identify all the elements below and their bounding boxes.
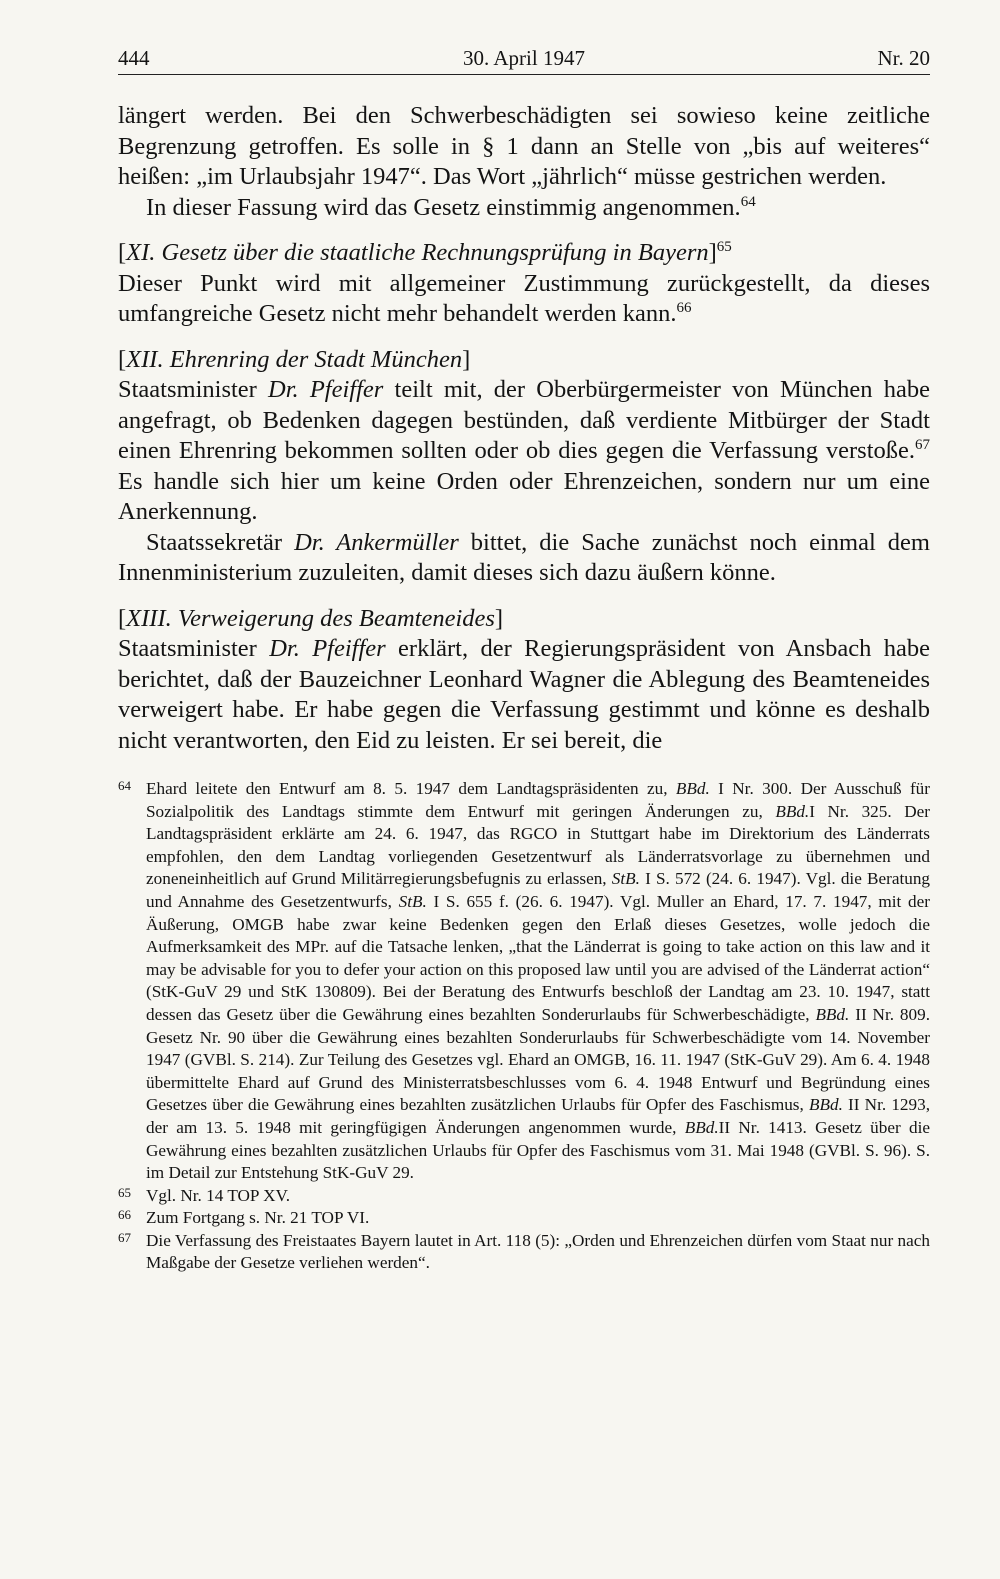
footnote-text: I S. 655 f. (26. 6. 1947). Vgl. Muller an Ehard, 17. 7. 1947, mit der Äußerung, OMGB habe zwar keine Bedenken gegen den Erlaß dieses Gesetzes, wolle jedoch die Aufmerksamkeit des MPr. auf die Tatsache lenken, „that the Länderrat is going to take action on this law and it may be advisable for you to defer your action on this proposed law until you are advised of the Länderrat action“ (StK-GuV 29 und StK 130809). Bei der Beratung des Entwurfs beschloß der Landtag am 23. 10. 1947, statt dessen das Gesetz über die Gewährung eines bezahlten Sonderurlaubs für Schwerbeschädigte, — [146, 891, 930, 1024]
paragraph-text: teilt mit, der Oberbürgermeister von München habe angefragt, ob Bedenken dagegen bestünden, daß verdiente Mitbürger der Stadt einen Ehrenring bekommen sollten oder ob dies gegen die Verfassung verstoße. — [118, 376, 930, 464]
paragraph-text: erklärt, der Regierungspräsident von Ansbach habe berichtet, daß der Bauzeichner Leonhard Wagner die Ablegung des Beamteneides verweigert habe. Er habe gegen die Verfassung gestimmt und könne es deshalb nicht verantworten, den Eid zu leisten. Er sei bereit, die — [118, 635, 930, 754]
citation-abbrev: BBd. — [808, 1095, 843, 1115]
citation-abbrev: BBd. — [815, 1004, 850, 1024]
paragraph-text: Staatsminister — [118, 635, 270, 662]
paragraph-text: bittet, die Sache zunächst noch einmal dem Innenministerium zuzuleiten, damit dieses sich dazu äußern könne. — [118, 528, 930, 586]
footnote-text: Zum Fortgang s. Nr. 21 TOP VI. — [146, 1208, 370, 1228]
section-heading-xi — [118, 238, 930, 269]
footnote-text: II Nr. 809. Gesetz Nr. 90 über die Gewährung eines bezahlten Sonderurlaubs für Schwerbeschädigte vom 14. November 1947 (GVBl. S. 214). Zur Teilung des Gesetzes vgl. Ehard an OMGB, 16. 11. 1947 (StK-GuV 29). Am 6. 4. 1948 übermittelte Ehard auf Grund des Ministerratsbeschlusses vom 6. 4. 1948 Entwurf und Begründung eines Gesetzes über die Gewährung eines bezahlten zusätzlichen Urlaubs für Opfer des Faschismus, — [146, 1004, 930, 1115]
citation-abbrev: StB. — [398, 891, 427, 911]
footnote-text: Vgl. Nr. 14 TOP XV. — [146, 1185, 291, 1205]
footnote-text: II Nr. 1413. Gesetz über die Gewährung eines bezahlten zusätzlichen Urlaubs für Opfer des Faschismus vom 31. Mai 1948 (GVBl. S. 96). S. im Detail zur Entstehung StK-GuV 29. — [146, 1117, 931, 1183]
footnote-ref: 64 — [740, 193, 756, 210]
document-page — [118, 44, 930, 1275]
page-number: 444 — [118, 46, 150, 70]
header-date: 30. April 1947 — [463, 46, 585, 70]
footnote-ref: 67 — [915, 437, 930, 453]
bracket: [ — [118, 239, 127, 266]
footnote-65 — [118, 1185, 930, 1208]
footnote-text: II Nr. 1293, der am 13. 5. 1948 mit geringfügigen Änderungen angenommen wurde, — [146, 1095, 931, 1137]
speaker-name: Dr. Ankermüller — [294, 528, 459, 556]
footnote-text: Die Verfassung des Freistaates Bayern lautet in Art. 118 (5): „Orden und Ehrenzeichen dürfen vom Staat nur nach Maßgabe der Gesetze verliehen werden“. — [146, 1230, 930, 1273]
heading-title: XI. Gesetz über die staatliche Rechnungsprüfung in Bayern — [126, 239, 709, 266]
footnote-ref: 66 — [676, 300, 692, 316]
footnote-64 — [118, 778, 930, 1185]
bracket: ] — [708, 239, 717, 266]
footnote-ref: 65 — [716, 239, 732, 255]
bracket: [ — [118, 345, 127, 373]
footnote-text: I Nr. 300. Der Ausschuß für Sozialpolitik des Landtags stimmte dem Entwurf mit geringen Änderungen zu, — [146, 779, 931, 821]
section-heading-xii — [118, 345, 930, 376]
footnote-text: I S. 572 (24. 6. 1947). Vgl. die Beratung und Annahme des Gesetzentwurfs, — [146, 869, 931, 911]
main-text — [118, 101, 930, 756]
paragraph-text: längert werden. Bei den Schwerbeschädigten sei sowieso keine zeitliche Begrenzung getroffen. Es solle in § 1 dann an Stelle von „bis auf weiteres“ heißen: „im Urlaubsjahr 1947“. Das Wort „jährlich“ müsse gestrichen werden. — [118, 102, 930, 190]
paragraph — [118, 193, 930, 224]
section-heading-xiii — [118, 604, 930, 635]
heading-title: XIII. Verweigerung des Beamteneides — [126, 604, 495, 632]
footnote-number: 65 — [118, 1184, 131, 1200]
running-header — [118, 44, 930, 75]
heading-title: XII. Ehrenring der Stadt München — [126, 345, 463, 373]
paragraph-text: Staatssekretär — [146, 528, 295, 556]
footnote-text: Ehard leitete den Entwurf am 8. 5. 1947 dem Landtagspräsidenten zu, — [146, 779, 676, 798]
paragraph — [118, 375, 930, 528]
footnote-number: 67 — [118, 1229, 131, 1245]
bracket: ] — [462, 345, 471, 373]
bracket: [ — [118, 604, 127, 632]
footnote-67 — [118, 1230, 930, 1275]
paragraph — [118, 269, 930, 330]
citation-abbrev: StB. — [611, 869, 640, 889]
speaker-name: Dr. Pfeiffer — [269, 635, 386, 662]
paragraph — [118, 101, 930, 193]
paragraph — [118, 634, 930, 756]
paragraph-text: Es handle sich hier um keine Orden oder Ehrenzeichen, sondern nur um eine Anerkennung. — [118, 467, 930, 525]
paragraph-text: Dieser Punkt wird mit allgemeiner Zustimmung zurückgestellt, da dieses umfangreiche Gesetz nicht mehr behandelt werden kann. — [118, 269, 930, 327]
speaker-name: Dr. Pfeiffer — [268, 376, 384, 403]
issue-number: Nr. 20 — [877, 46, 930, 70]
citation-abbrev: BBd. — [675, 779, 710, 798]
footnote-number: 64 — [118, 778, 131, 793]
footnote-66 — [118, 1207, 930, 1230]
citation-abbrev: BBd. — [684, 1117, 719, 1137]
footnote-text: I Nr. 325. Der Landtagspräsident erklärte am 24. 6. 1947, das RGCO in Stuttgart habe im Direktorium des Länderrats empfohlen, den dem Landtag vorliegenden Gesetzentwurf als Länderratsvorlage zu übernehmen und zoneneinheitlich auf Grund Militärregierungsbefugnis zu erlassen, — [146, 801, 930, 889]
citation-abbrev: BBd. — [775, 801, 810, 821]
footnote-number: 66 — [118, 1207, 131, 1223]
footnotes — [118, 778, 930, 1275]
bracket: ] — [494, 604, 504, 632]
paragraph — [118, 528, 930, 589]
paragraph-text: In dieser Fassung wird das Gesetz einstimmig angenommen. — [146, 193, 741, 221]
paragraph-text: Staatsminister — [118, 376, 269, 403]
